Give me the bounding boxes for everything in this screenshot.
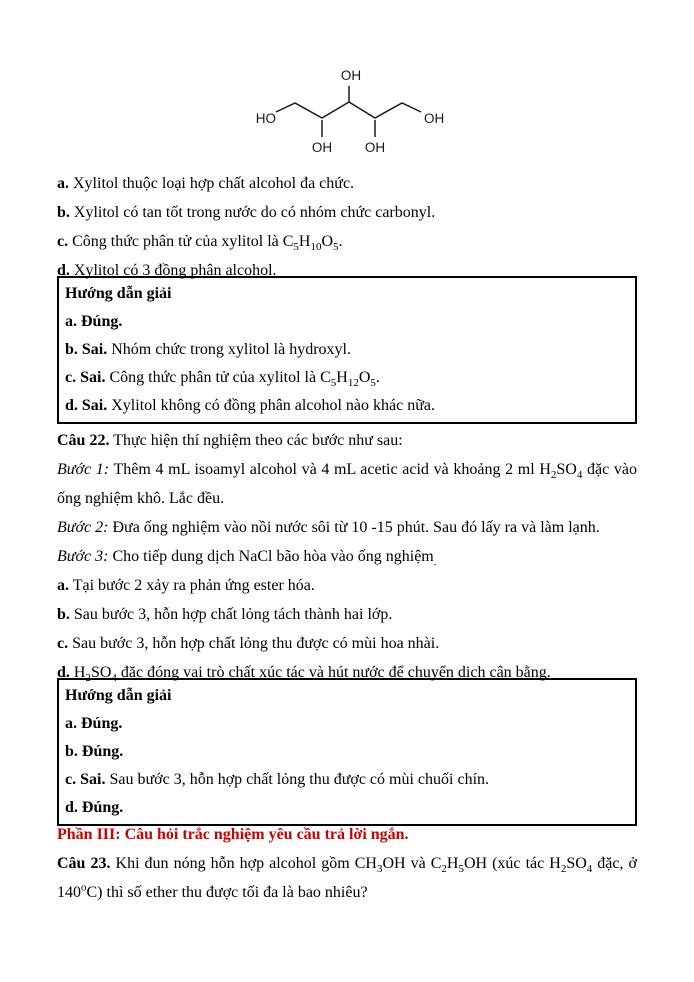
q21-solution-line-b: b. Sai. Nhóm chức trong xylitol là hydroxyl. — [65, 341, 351, 358]
q21-solution-title: Hướng dẫn giải — [65, 285, 172, 302]
label-oh-top: OH — [340, 68, 362, 83]
q22-statement-d: d. $H_2SO_4$ đặc đóng vai trò chất xúc tác và hút nước để chuyển dịch cân bằng. — [57, 664, 551, 685]
q21-statement-d: d. Xylitol có 3 đồng phân alcohol. — [57, 262, 277, 279]
q23-question: Câu 23. Khi đun nóng hỗn hợp alcohol gồm $CH_3OH$ và $C_2H_5OH$ (xúc tác $H_2SO_4$ đặc, ở 140$^o$C) thì số ether thu được tối đa là bao nhiêu? — [57, 855, 637, 901]
label-ho-left: HO — [255, 111, 276, 126]
q22-statement-b: b. Sau bước 3, hỗn hợp chất lỏng tách thành hai lớp. — [57, 606, 393, 623]
q21-solution-line-d: d. Sai. Xylitol không có đồng phân alcohol nào khác nữa. — [65, 397, 435, 414]
question-21-statements — [57, 169, 637, 285]
question-22 — [57, 426, 637, 687]
q22-solution-line-a: a. Đúng. — [65, 715, 123, 732]
label-oh-bottom-right: OH — [364, 140, 386, 155]
q21-statement-b: b. Xylitol có tan tốt trong nước do có nhóm chức carbonyl. — [57, 204, 436, 221]
question-23 — [57, 849, 637, 907]
solution-box-q21 — [57, 276, 637, 424]
q22-solution-line-d: d. Đúng. — [65, 799, 124, 816]
carbon-chain-bonds — [276, 102, 421, 118]
q22-step-1: Bước 1: Thêm 4 mL isoamyl alcohol và 4 mL acetic acid và khoảng 2 ml $H_2SO_4$ đặc vào ống nghiệm khô. Lắc đều. — [57, 461, 638, 507]
xylitol-structure-figure — [247, 56, 447, 156]
q22-solution-title: Hướng dẫn giải — [65, 687, 172, 704]
q21-solution-line-c: c. Sai. Công thức phân tử của xylitol là $C_5H_{12}O_5$. — [65, 369, 380, 390]
q22-solution-line-b: b. Đúng. — [65, 743, 124, 760]
q22-step-3: Bước 3: Cho tiếp dung dịch NaCl bão hòa vào ống nghiệm$_.$ — [57, 548, 437, 569]
q22-statement-a: a. Tại bước 2 xảy ra phản ứng ester hóa. — [57, 577, 315, 594]
q21-statement-c: c. Công thức phân tử của xylitol là $C_5H_{10}O_5$. — [57, 233, 343, 254]
q22-intro: Câu 22. Thực hiện thí nghiệm theo các bước như sau: — [57, 432, 403, 449]
q22-statement-c: c. Sau bước 3, hỗn hợp chất lỏng thu được có mùi hoa nhài. — [57, 635, 440, 652]
q22-step-2: Bước 2: Đưa ống nghiệm vào nồi nước sôi từ 10 -15 phút. Sau đó lấy ra và làm lạnh. — [57, 519, 600, 536]
label-oh-bottom-left: OH — [311, 140, 333, 155]
q21-statement-a: a. Xylitol thuộc loại hợp chất alcohol đa chức. — [57, 175, 355, 192]
xylitol-structure-svg — [247, 56, 447, 156]
solution-box-q22 — [57, 678, 637, 826]
label-oh-right: OH — [424, 111, 445, 126]
q21-solution-line-a: a. Đúng. — [65, 313, 123, 330]
part3-heading: Phần III: Câu hỏi trắc nghiệm yêu cầu trả lời ngắn. — [57, 826, 409, 843]
q22-solution-line-c: c. Sai. Sau bước 3, hỗn hợp chất lỏng thu được có mùi chuối chín. — [65, 771, 490, 788]
